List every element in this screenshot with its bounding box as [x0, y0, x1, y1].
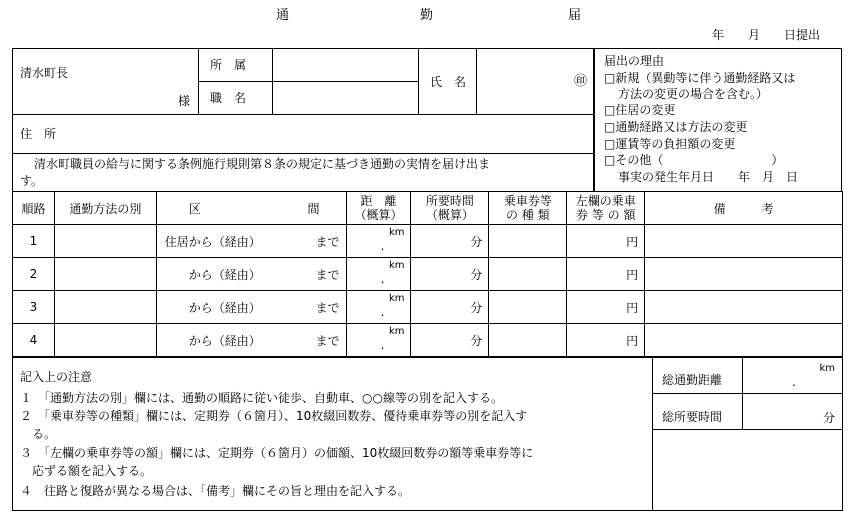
- distance-cell[interactable]: km .: [346, 324, 411, 357]
- ticket-amount-cell[interactable]: 円: [567, 225, 645, 258]
- table-row: [13, 324, 843, 357]
- reason-option-other[interactable]: □その他（ ）: [604, 153, 784, 167]
- header-remarks: 備 考: [645, 192, 843, 225]
- note-line: る。: [20, 427, 57, 441]
- ticket-type-cell[interactable]: [489, 258, 567, 291]
- section-cell[interactable]: から（経由） まで: [156, 324, 346, 357]
- name-field[interactable]: [478, 50, 572, 112]
- declaration-line: す。: [20, 174, 44, 188]
- table-header-row: [13, 192, 843, 225]
- time-cell[interactable]: 分: [411, 291, 489, 324]
- header-section: 区 間: [156, 192, 346, 225]
- address-label: 住 所: [20, 127, 57, 141]
- time-cell[interactable]: 分: [411, 258, 489, 291]
- header-ticket-amount: 左欄の乗車 券 等 の 額: [567, 192, 645, 225]
- occurrence-date: 事実の発生年月日 年 月 日: [618, 170, 799, 184]
- submission-date: 年 月 日提出: [712, 28, 821, 42]
- remarks-cell[interactable]: [645, 324, 843, 357]
- section-cell[interactable]: 住居から（経由） まで: [156, 225, 346, 258]
- remarks-cell[interactable]: [645, 258, 843, 291]
- header-order: 順路: [13, 192, 55, 225]
- ticket-amount-cell[interactable]: 円: [567, 258, 645, 291]
- declaration-line: 清水町職員の給与に関する条例施行規則第８条の規定に基づき通勤の実情を届け出ま: [34, 157, 491, 171]
- method-cell[interactable]: [54, 324, 156, 357]
- total-time-field[interactable]: 分: [822, 411, 835, 425]
- title-char: 通: [276, 8, 290, 23]
- header-time: 所要時間 （概算）: [411, 192, 489, 225]
- header-ticket-type: 乗車券等 の 種 類: [489, 192, 567, 225]
- ticket-type-cell[interactable]: [489, 324, 567, 357]
- position-field[interactable]: [274, 83, 416, 112]
- table-row: [13, 258, 843, 291]
- note-line: ２ 「乗車券等の種類」欄には、定期券（６箇月）、10枚綴回数券、優待乗車券等の別を記入す: [20, 409, 528, 423]
- header-distance: 距 離 （概算）: [346, 192, 411, 225]
- addressee-name: 清水町長: [20, 66, 69, 80]
- time-cell[interactable]: 分: [411, 225, 489, 258]
- header-method: 通勤方法の別: [54, 192, 156, 225]
- method-cell[interactable]: [54, 258, 156, 291]
- affiliation-label: 所 属: [210, 58, 247, 72]
- reason-option-route[interactable]: □通勤経路又は方法の変更: [604, 120, 748, 134]
- distance-cell[interactable]: km .: [346, 258, 411, 291]
- checkbox-icon[interactable]: □: [604, 120, 616, 134]
- checkbox-icon[interactable]: □: [604, 153, 616, 167]
- note-line: １ 「通勤方法の別」欄には、通勤の順路に従い徒歩、自動車、○○線等の別を記入する。: [20, 391, 503, 405]
- remarks-cell[interactable]: [645, 291, 843, 324]
- affiliation-field[interactable]: [274, 50, 416, 79]
- row-number: 1: [13, 225, 55, 258]
- section-cell[interactable]: から（経由） まで: [156, 291, 346, 324]
- position-label: 職 名: [210, 91, 247, 105]
- note-line: ３ 「左欄の乗車券等の額」欄には、定期券（６箇月）の価額、10枚綴回数券の額等乗車券等に: [20, 446, 534, 460]
- addressee-honorific: 様: [178, 94, 191, 108]
- ticket-amount-cell[interactable]: 円: [567, 291, 645, 324]
- notes-heading: 記入上の注意: [20, 370, 93, 384]
- row-number: 2: [13, 258, 55, 291]
- row-number: 3: [13, 291, 55, 324]
- row-number: 4: [13, 324, 55, 357]
- table-row: [13, 225, 843, 258]
- distance-cell[interactable]: km .: [346, 225, 411, 258]
- time-cell[interactable]: 分: [411, 324, 489, 357]
- address-field[interactable]: [80, 116, 590, 151]
- note-line: ４ 往路と復路が異なる場合は、「備考」欄にその旨と理由を記入する。: [20, 484, 411, 498]
- remarks-cell[interactable]: [645, 225, 843, 258]
- distance-cell[interactable]: km .: [346, 291, 411, 324]
- title-char: 勤: [420, 8, 434, 23]
- method-cell[interactable]: [54, 291, 156, 324]
- reason-option-fare[interactable]: □運賃等の負担額の変更: [604, 137, 736, 151]
- note-line: 応ずる額を記入する。: [20, 464, 153, 478]
- checkbox-icon[interactable]: □: [604, 103, 616, 117]
- checkbox-icon[interactable]: □: [604, 71, 616, 85]
- ticket-type-cell[interactable]: [489, 291, 567, 324]
- commute-table: [12, 191, 843, 357]
- ticket-amount-cell[interactable]: 円: [567, 324, 645, 357]
- seal-mark: ㊞: [574, 74, 588, 89]
- reason-option-new[interactable]: □新規（異動等に伴う通勤経路又は: [604, 71, 796, 85]
- ticket-type-cell[interactable]: [489, 225, 567, 258]
- name-label: 氏 名: [430, 75, 467, 89]
- reason-option-new-cont: 方法の変更の場合を含む。）: [618, 87, 769, 101]
- method-cell[interactable]: [54, 225, 156, 258]
- reason-option-residence[interactable]: □住居の変更: [604, 103, 676, 117]
- checkbox-icon[interactable]: □: [604, 137, 616, 151]
- total-distance-label: 総通勤距離: [662, 373, 723, 387]
- title-char: 届: [568, 8, 582, 23]
- total-time-label: 総所要時間: [662, 410, 723, 424]
- total-distance-field[interactable]: km .: [792, 363, 835, 389]
- section-cell[interactable]: から（経由） まで: [156, 258, 346, 291]
- table-row: [13, 291, 843, 324]
- reason-heading: 届出の理由: [604, 54, 665, 68]
